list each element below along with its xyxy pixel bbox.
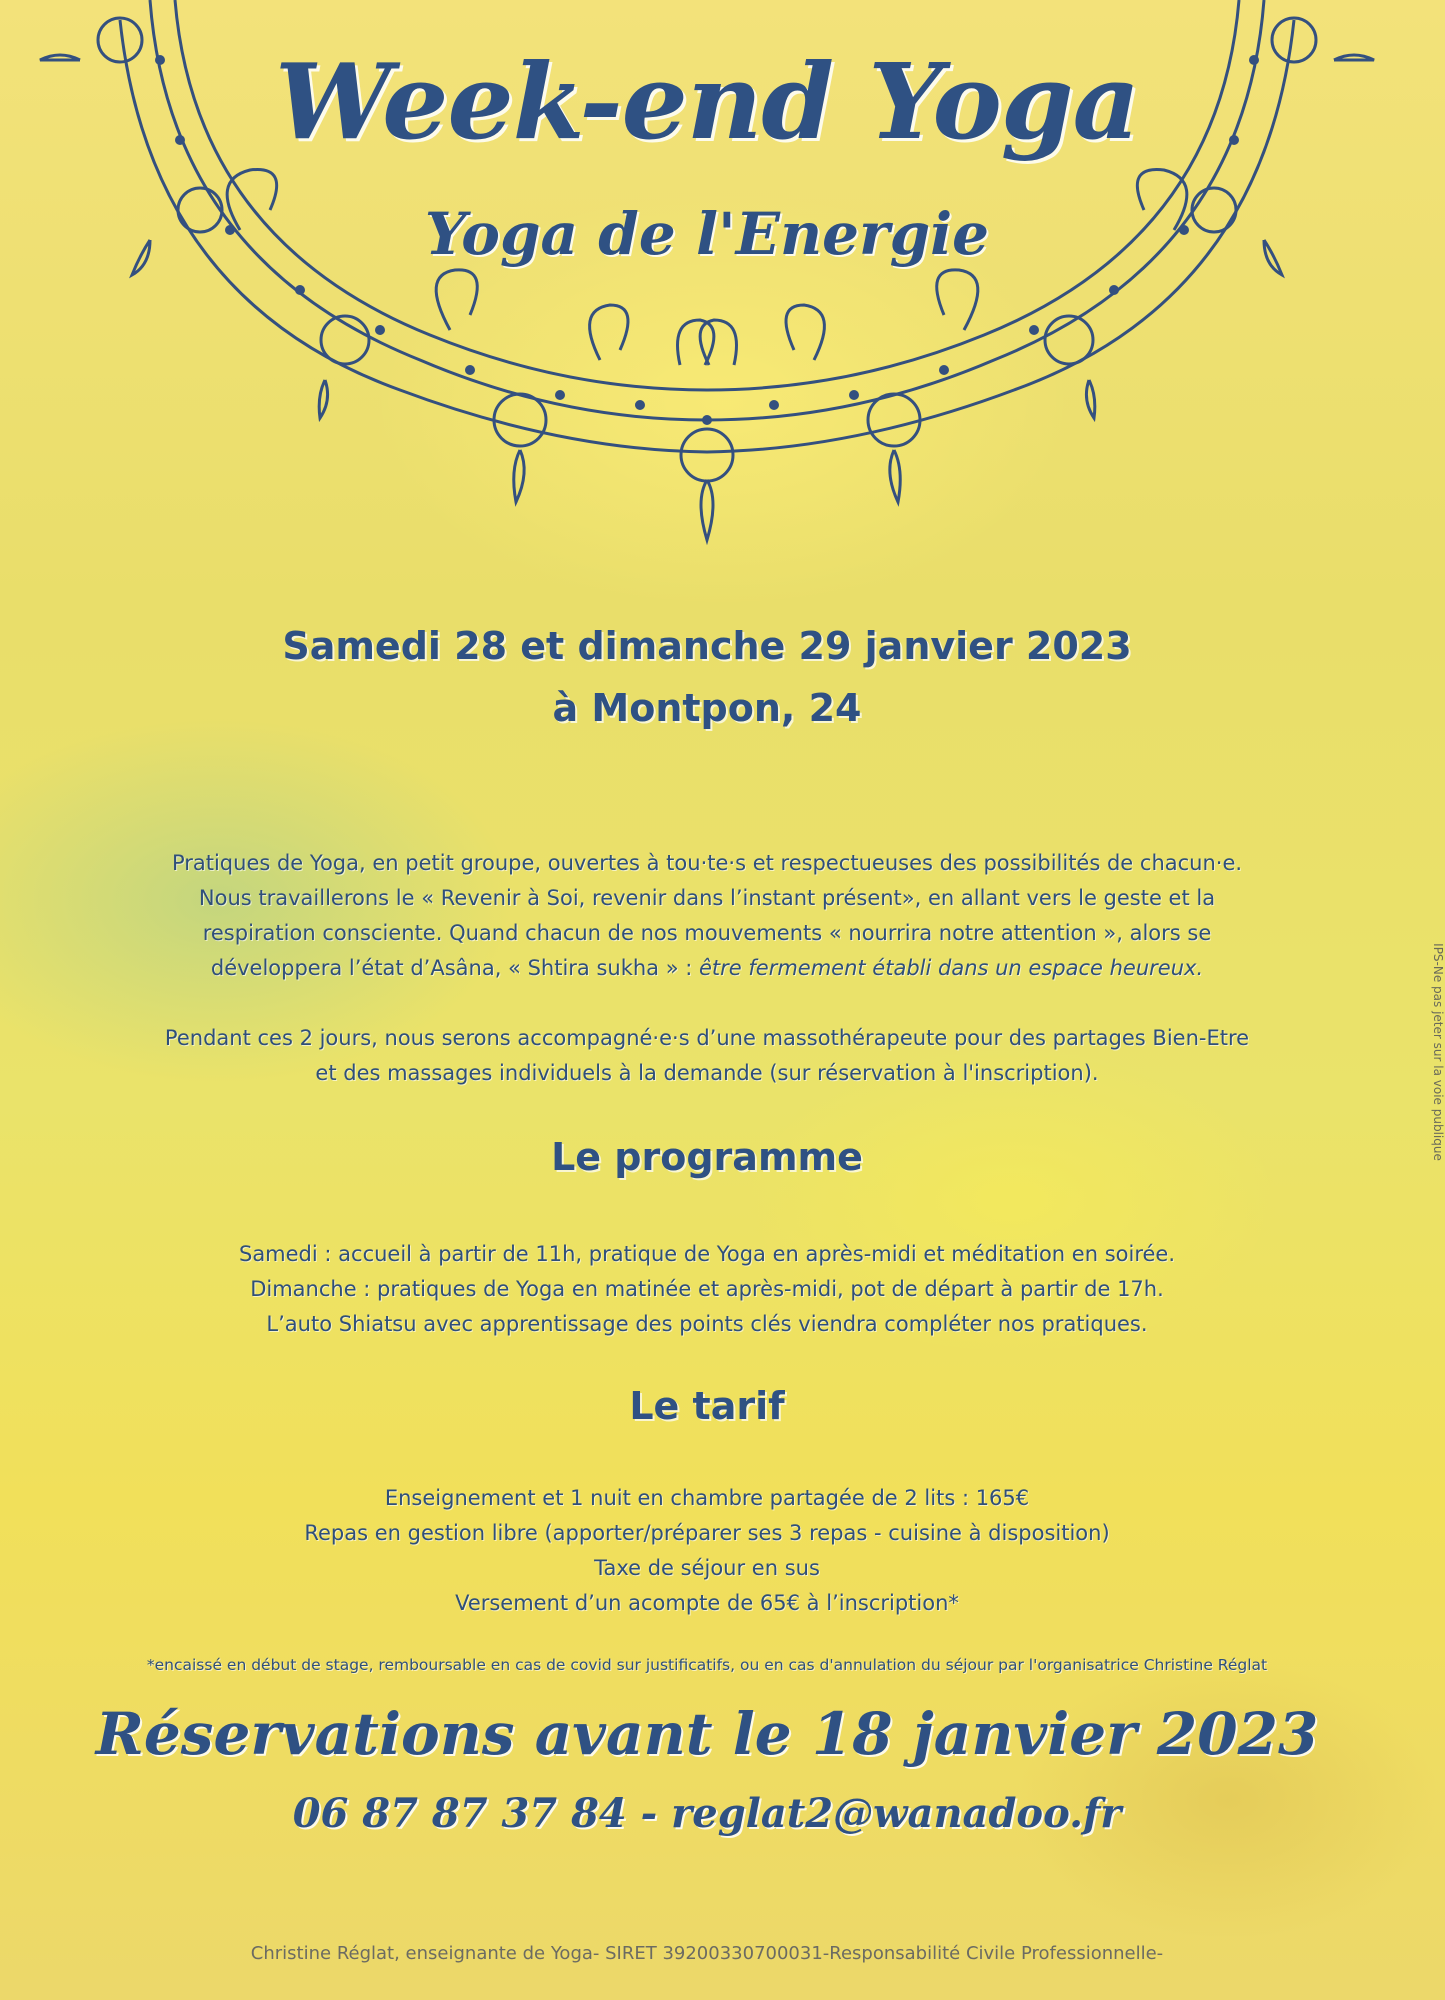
tarif-line: Enseignement et 1 nuit en chambre partagée de 2 lits : 165€ (384, 1486, 1030, 1510)
disposal-note: IPS-Ne pas jeter sur la voie publique (1431, 943, 1445, 1161)
intro-text (0, 846, 1414, 1091)
tarif-line: Versement d’un acompte de 65€ à l’inscription* (455, 1591, 959, 1615)
intro-line (0, 951, 1414, 986)
intro-line: Pratiques de Yoga, en petit groupe, ouvertes à tou·te·s et respectueuses des possibilités de chacun·e. (171, 851, 1243, 875)
event-date-block (0, 615, 1414, 739)
programme-list (0, 1237, 1414, 1342)
reservation-deadline: Réservations avant le 18 janvier 2023 (95, 1700, 1319, 1768)
programme-heading: Le programme (551, 1135, 863, 1179)
tarif-list (0, 1481, 1414, 1621)
event-date: Samedi 28 et dimanche 29 janvier 2023 (282, 624, 1132, 668)
programme-line: Dimanche : pratiques de Yoga en matinée et après-midi, pot de départ à partir de 17h. (250, 1277, 1164, 1301)
programme-line: Samedi : accueil à partir de 11h, pratique de Yoga en après-midi et méditation en soirée. (238, 1242, 1176, 1266)
event-place: à Montpon, 24 (552, 686, 862, 730)
intro-line-italic: être fermement établi dans un espace heureux. (699, 956, 1204, 980)
tarif-heading: Le tarif (629, 1384, 785, 1428)
massage-line: et des massages individuels à la demande (sur réservation à l'inscription). (315, 1061, 1099, 1085)
tarif-footnote: *encaissé en début de stage, remboursable en cas de covid sur justificatifs, ou en cas d'annulation du séjour par l'organisatrice Christine Réglat (146, 1656, 1268, 1674)
massage-line: Pendant ces 2 jours, nous serons accompagné·e·s d’une massothérapeute pour des partages Bien-Etre (164, 1026, 1250, 1050)
intro-line-prefix: développera l’état d’Asâna, « Shtira sukha » : (210, 956, 699, 980)
programme-line: L’auto Shiatsu avec apprentissage des points clés viendra compléter nos pratiques. (266, 1312, 1148, 1336)
poster-title: Week-end Yoga (274, 40, 1140, 163)
tarif-line: Taxe de séjour en sus (594, 1556, 820, 1580)
intro-line: respiration consciente. Quand chacun de nos mouvements « nourrira notre attention », alors se (202, 921, 1212, 945)
reservation-contact: 06 87 87 37 84 - reglat2@wanadoo.fr (292, 1790, 1122, 1837)
legal-footer: Christine Réglat, enseignante de Yoga- SIRET 39200330700031-Responsabilité Civile Professionnelle- (250, 1943, 1164, 1964)
poster-subtitle: Yoga de l'Energie (424, 200, 990, 268)
intro-line: Nous travaillerons le « Revenir à Soi, revenir dans l’instant présent», en allant vers le geste et la (198, 886, 1216, 910)
tarif-line: Repas en gestion libre (apporter/préparer ses 3 repas - cuisine à disposition) (304, 1521, 1110, 1545)
